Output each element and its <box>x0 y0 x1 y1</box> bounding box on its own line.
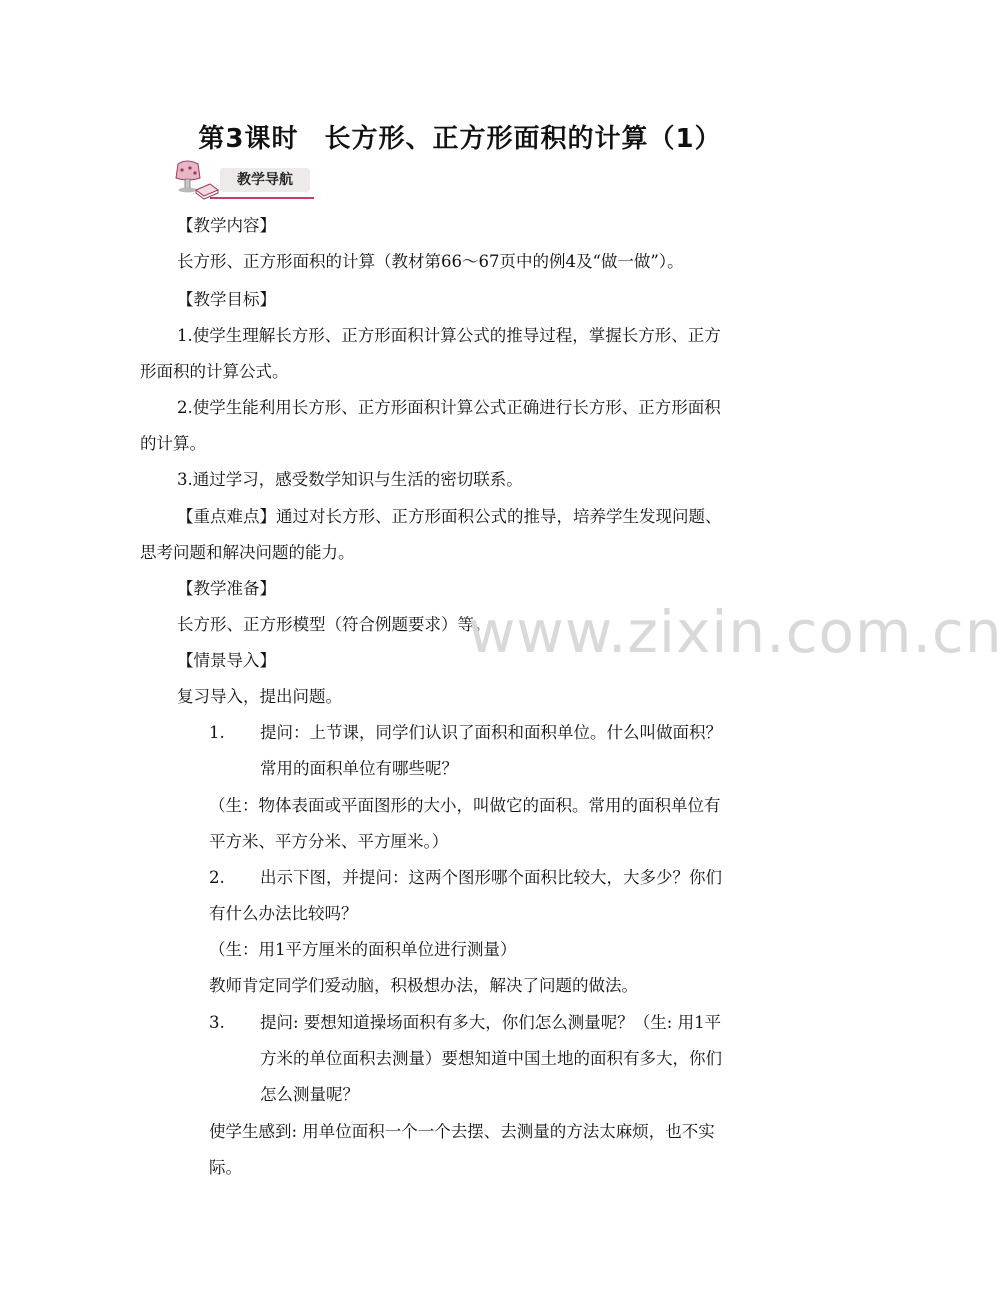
watermark: www.zixin.com.cn <box>468 598 1003 666</box>
question-2-line-1: 出示下图，并提问：这两个图形哪个面积比较大，大多少？你们 <box>260 868 722 887</box>
key-heading: 【重点难点】 <box>177 507 276 526</box>
prep-heading: 【教学准备】 <box>177 579 276 598</box>
list-number-1: 1. <box>209 723 225 742</box>
question-3-line-2: 方米的单位面积去测量）要想知道中国土地的面积有多大，你们 <box>260 1049 722 1068</box>
answer-1-line-1: （生：物体表面或平面图形的大小，叫做它的面积。常用的面积单位有 <box>209 796 721 815</box>
teacher-note-3-line-2: 际。 <box>209 1158 242 1177</box>
key-line-2: 思考问题和解决问题的能力。 <box>140 543 355 562</box>
question-3-line-3: 怎么测量呢？ <box>260 1085 359 1104</box>
badge-label: 教学导航 <box>220 168 310 192</box>
question-2-line-2: 有什么办法比较吗？ <box>209 904 358 923</box>
prep-text: 长方形、正方形模型（符合例题要求）等。 <box>177 615 491 634</box>
lesson-number: 第3课时 <box>198 124 299 154</box>
goal-1-line-1: 1.使学生理解长方形、正方形面积计算公式的推导过程，掌握长方形、正方 <box>177 326 721 345</box>
content-heading: 【教学内容】 <box>177 216 276 235</box>
answer-1-line-2: 平方米、平方分米、平方厘米。） <box>209 832 449 851</box>
teacher-note-2: 教师肯定同学们爱动脑，积极想办法，解决了问题的做法。 <box>209 976 638 995</box>
page-title <box>0 118 920 155</box>
intro-text: 复习导入，提出问题。 <box>177 687 342 706</box>
question-1-line-1: 提问：上节课，同学们认识了面积和面积单位。什么叫做面积？ <box>260 723 722 742</box>
goal-3: 3.通过学习，感受数学知识与生活的密切联系。 <box>177 470 523 489</box>
badge-underline <box>210 197 314 199</box>
answer-2: （生：用1平方厘米的面积单位进行测量） <box>209 940 517 959</box>
key-points <box>177 507 722 527</box>
question-1-line-2: 常用的面积单位有哪些呢？ <box>260 759 458 778</box>
intro-heading: 【情景导入】 <box>177 651 276 670</box>
goal-1-line-2: 形面积的计算公式。 <box>140 362 289 381</box>
key-line-1: 通过对长方形、正方形面积公式的推导，培养学生发现问题、 <box>276 507 722 526</box>
list-number-3: 3. <box>209 1013 225 1032</box>
goal-2-line-2: 的计算。 <box>140 434 206 453</box>
question-3-line-1: 提问: 要想知道操场面积有多大，你们怎么测量呢？（生: 用1平 <box>260 1013 722 1032</box>
goals-heading: 【教学目标】 <box>177 290 276 309</box>
goal-2-line-1: 2.使学生能利用长方形、正方形面积计算公式正确进行长方形、正方形面积 <box>177 398 721 417</box>
teacher-note-3-line-1: 使学生感到: 用单位面积一个一个去摆、去测量的方法太麻烦，也不实 <box>209 1122 715 1141</box>
teaching-guide-badge <box>172 160 314 202</box>
content-text: 长方形、正方形面积的计算（教材第66～67页中的例4及“做一做”）。 <box>177 252 684 271</box>
lesson-topic: 长方形、正方形面积的计算（1） <box>324 124 722 154</box>
list-number-2: 2. <box>209 868 225 887</box>
lamp-book-icon <box>172 160 222 202</box>
